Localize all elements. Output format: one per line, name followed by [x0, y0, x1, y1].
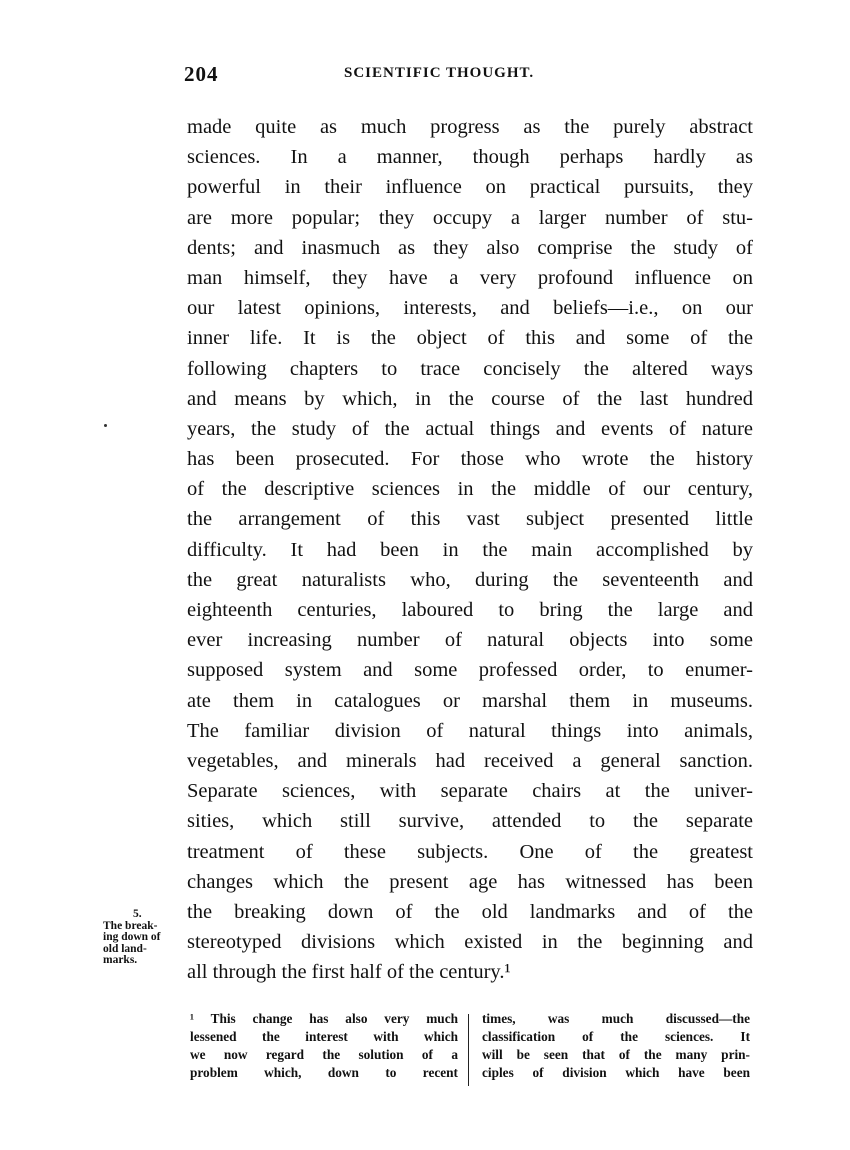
- footnote-line: lessened the interest with which: [190, 1029, 458, 1044]
- running-title: SCIENTIFIC THOUGHT.: [344, 65, 535, 81]
- body-line: and means by which, in the course of the last hundred: [187, 387, 753, 410]
- margin-note-line: The break-: [103, 919, 158, 932]
- body-line: made quite as much progress as the purely abstract: [187, 116, 753, 138]
- body-line: has been prosecuted. For those who wrote the history: [187, 448, 753, 471]
- footnotes: [190, 1010, 755, 1088]
- margin-note-line: ing down of: [103, 931, 161, 943]
- footnote-divider: [468, 1014, 469, 1086]
- body-line: ate them in catalogues or marshal them in museums.: [187, 689, 753, 712]
- body-line: sciences. In a manner, though perhaps hardly as: [187, 146, 753, 169]
- footnote-line: ¹ This change has also very much: [190, 1011, 458, 1026]
- footnote-line: classification of the sciences. It: [482, 1029, 750, 1044]
- margin-note-number: 5.: [133, 908, 142, 920]
- body-line: ever increasing number of natural objects into some: [187, 629, 753, 652]
- body-line: the arrangement of this vast subject presented little: [187, 508, 753, 531]
- footnote-right-column: [482, 1010, 750, 1082]
- body-line: our latest opinions, interests, and beliefs—i.e., on our: [187, 297, 753, 320]
- body-line: treatment of these subjects. One of the greatest: [187, 840, 753, 863]
- body-line: the breaking down of the old landmarks and of the: [187, 900, 753, 923]
- body-line: man himself, they have a very profound influence on: [187, 266, 753, 289]
- margin-note-line: old land-: [103, 942, 147, 955]
- body-line: years, the study of the actual things and events of nature: [187, 417, 753, 440]
- body-line: following chapters to trace concisely the altered ways: [187, 357, 753, 380]
- body-text: [187, 112, 753, 987]
- body-line: of the descriptive sciences in the middle of our century,: [187, 478, 753, 501]
- footnote-line: times, was much discussed—the: [482, 1011, 750, 1026]
- margin-note-line: marks.: [103, 954, 138, 966]
- body-line: supposed system and some professed order, to enumer-: [187, 659, 753, 682]
- footnote-line: ciples of division which have been: [482, 1065, 750, 1080]
- margin-note: [103, 909, 185, 967]
- body-line: difficulty. It had been in the main accomplished by: [187, 538, 753, 561]
- body-line: powerful in their influence on practical pursuits, they: [187, 176, 753, 199]
- body-line: are more popular; they occupy a larger number of stu-: [187, 206, 753, 229]
- page-number: 204: [184, 62, 219, 86]
- body-line: the great naturalists who, during the seventeenth and: [187, 568, 753, 591]
- footnote-left-column: [190, 1010, 458, 1082]
- body-line: changes which the present age has witnessed has been: [187, 870, 753, 893]
- body-line: sities, which still survive, attended to the separate: [187, 810, 753, 833]
- footnote-line: problem which, down to recent: [190, 1065, 458, 1080]
- body-line: stereotyped divisions which existed in the beginning and: [187, 931, 753, 954]
- body-line: vegetables, and minerals had received a general sanction.: [187, 749, 753, 772]
- body-line: Separate sciences, with separate chairs at the univer-: [187, 780, 753, 803]
- body-line: inner life. It is the object of this and some of the: [187, 327, 753, 350]
- body-line: all through the first half of the century.¹: [187, 961, 511, 984]
- body-line: dents; and inasmuch as they also comprise the study of: [187, 236, 753, 259]
- body-line: eighteenth centuries, laboured to bring the large and: [187, 599, 753, 621]
- body-line: The familiar division of natural things into animals,: [187, 719, 753, 742]
- stray-mark: [104, 424, 107, 427]
- footnote-line: we now regard the solution of a: [190, 1047, 458, 1062]
- footnote-line: will be seen that of the many prin-: [482, 1047, 750, 1062]
